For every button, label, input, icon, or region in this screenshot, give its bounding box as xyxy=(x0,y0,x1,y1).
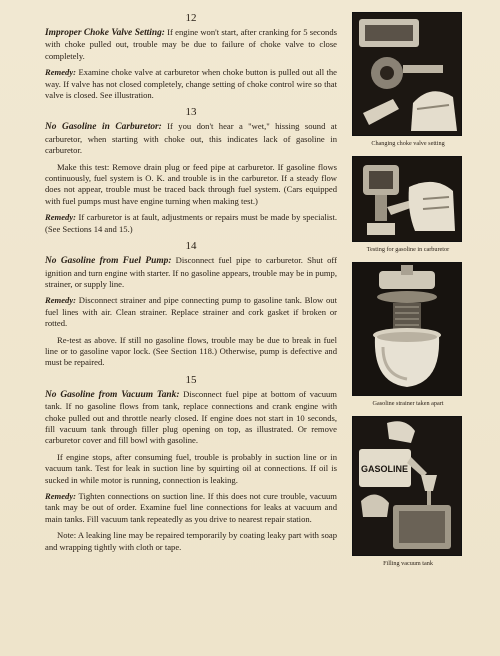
paragraph-heading: No Gasoline from Vacuum Tank: xyxy=(45,389,180,400)
paragraph-heading: No Gasoline in Carburetor: xyxy=(45,122,162,133)
paragraph xyxy=(45,530,337,553)
carburetor-test-photo xyxy=(352,156,462,242)
paragraph-text: If carburetor is at fault, adjustments or repairs must be made by specialist. (See Sections 14 and 15.) xyxy=(45,212,337,234)
paragraph-text: Tighten connections on suction line. If this does not cure trouble, vacuum tank may be out of order. Examine fuel line connections for leaks at vacuum and main tanks. Fill vacuum tank repeatedly as you drive to nearest repair station. xyxy=(45,491,337,524)
paragraph xyxy=(45,27,337,62)
figure-caption: Testing for gasoline in carburetor xyxy=(366,246,450,253)
paragraph-text: If engine won't start, after cranking for 5 seconds with choke pulled out, trouble may be due to failure of choke valve to close completely. xyxy=(45,27,337,61)
paragraph-text: If engine stops, after consuming fuel, trouble is probably in suction line or in vacuum tank. Test for leak in suction line by squirting oil at connections. If oil is sucked in while motor is running, connection is leaking. xyxy=(45,451,337,485)
section-number: 15 xyxy=(185,373,197,386)
figure xyxy=(352,156,464,254)
figure xyxy=(352,416,464,568)
paragraph xyxy=(45,67,337,101)
figure xyxy=(352,262,464,408)
illustration-column xyxy=(352,12,464,576)
section-number: 13 xyxy=(185,106,197,119)
figure-caption: Filling vacuum tank xyxy=(383,560,433,567)
figure xyxy=(352,12,464,148)
remedy-label: Remedy: xyxy=(45,295,77,306)
paragraph xyxy=(45,295,337,329)
section-number: 14 xyxy=(185,240,197,253)
paragraph xyxy=(45,162,337,208)
choke-valve-photo xyxy=(352,12,462,136)
text-column xyxy=(45,10,337,558)
figure-caption: Changing choke valve setting xyxy=(371,140,445,147)
paragraph xyxy=(45,212,337,235)
vacuum-tank-photo xyxy=(352,416,462,556)
figure-caption: Gasoline strainer taken apart xyxy=(372,400,444,407)
paragraph-text: Examine choke valve at carburetor when choke button is pulled out all the way. If valve has not closed completely, change setting of choke control wire so that valve is closed. See illustration. xyxy=(45,67,337,101)
paragraph-text: Disconnect fuel pipe at bottom of vacuum tank. If no gasoline flows from tank, replace connections and crank engine with choke pulled out and throttle nearly closed. If engine does not start in 10 seconds, fill vacuum tank through filler plug opening on top, as illustrated. Or remove carburetor cover and fill bowl with gasoline. xyxy=(45,388,337,446)
paragraph-text: Make this test: Remove drain plug or feed pipe at carburetor. If gasoline flows continuously, fuel system is O. K. and trouble is in the carburetor. If a steady flow does not appear, trouble must be traced back through fuel system. (Cars equipped with fuel pumps must have engine turning when making test.) xyxy=(45,161,337,206)
paragraph-text: Re-test as above. If still no gasoline flows, trouble may be due to break in fuel line or to gasoline vapor lock. (See Section 118.) Otherwise, pump is defective and must be repaired. xyxy=(45,334,337,368)
can-label: GASOLINE xyxy=(361,464,409,474)
paragraph-text: Note: A leaking line may be repaired temporarily by coating leaky part with soap and wrapping tightly with cloth or tape. xyxy=(45,530,337,552)
paragraph-heading: Improper Choke Valve Setting: xyxy=(45,28,165,38)
paragraph-text: If you don't hear a "wet," hissing sound at carburetor, when starting with choke out, this indicates lack of gasoline in carburetor. xyxy=(45,121,337,156)
paragraph xyxy=(45,335,337,369)
section-number: 12 xyxy=(185,12,197,24)
paragraph xyxy=(45,255,337,290)
paragraph-text: Disconnect strainer and pipe connecting pump to gasoline tank. Blow out fuel lines with air. Clean strainer. Replace strainer and cork gasket if broken or rotted. xyxy=(45,295,337,329)
strainer-photo xyxy=(352,262,462,396)
remedy-label: Remedy: xyxy=(45,67,77,78)
paragraph-heading: No Gasoline from Fuel Pump: xyxy=(45,256,172,267)
paragraph xyxy=(45,121,337,156)
paragraph xyxy=(45,452,337,486)
paragraph xyxy=(45,491,337,525)
paragraph-text: Disconnect fuel pipe to carburetor. Shut off ignition and turn engine with starter. If no gasoline appears, trouble may be in pump, strainer, or supply line. xyxy=(45,255,337,289)
paragraph xyxy=(45,389,337,447)
remedy-label: Remedy: xyxy=(45,212,77,223)
remedy-label: Remedy: xyxy=(45,491,77,501)
